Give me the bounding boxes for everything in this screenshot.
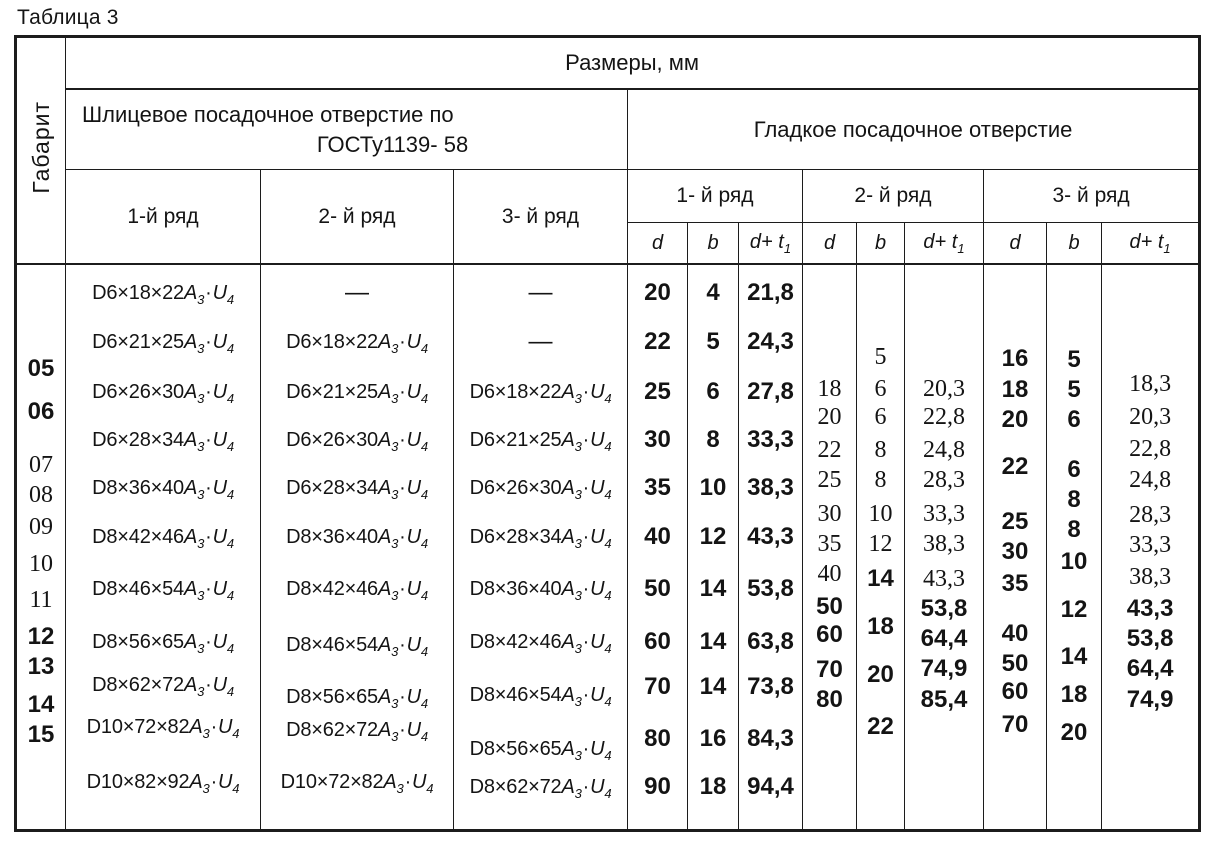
spline-col-3 [454, 264, 628, 831]
dimension-value: 85,4 [920, 686, 968, 713]
gabarit-column [16, 264, 66, 831]
spline-designation: $D6\times 28\times 34A_3\cdot U_4$ [469, 526, 612, 551]
dimension-value: 30 [1001, 538, 1029, 565]
col-d-1: d [628, 223, 688, 265]
dimension-value: 20,3 [923, 376, 965, 402]
header-plain-hole: Гладкое посадочное отверстие [628, 89, 1200, 170]
dimension-value: 53,8 [1126, 625, 1174, 652]
dimension-value: 74,9 [920, 655, 968, 682]
dimension-value: 80 [816, 686, 843, 713]
dimension-value: 73,8 [747, 673, 794, 700]
spline-row3-header: 3- й ряд [454, 170, 628, 265]
dimension-value: 43,3 [923, 566, 965, 592]
dimension-value: 5 [1067, 346, 1081, 373]
dimension-value: 70 [644, 673, 671, 700]
plain2-b-column [857, 264, 905, 831]
dimension-value: 5 [874, 344, 887, 370]
dimension-value: 35 [1001, 570, 1029, 597]
dimension-value: 24,8 [923, 437, 965, 463]
dimension-value: 14 [699, 673, 727, 700]
dimension-value: 16 [699, 725, 727, 752]
dimension-value: 40 [1001, 620, 1029, 647]
spline-designation: $D8\times 46\times 54A_3\cdot U_4$ [286, 634, 428, 659]
dimension-value: 16 [1001, 345, 1029, 372]
table-caption: Таблица 3 [17, 6, 119, 29]
spline-designation: $D10\times 72\times 82A_3\cdot U_4$ [86, 716, 240, 741]
dimension-value: 50 [644, 575, 671, 602]
spline-designation: $D6\times 18\times 22A_3\cdot U_4$ [92, 282, 234, 307]
gabarit-value: 06 [27, 398, 55, 425]
spline-designation: $D8\times 56\times 65A_3\cdot U_4$ [286, 686, 428, 711]
gabarit-value: 05 [27, 355, 55, 382]
spline-designation: $D8\times 42\times 46A_3\cdot U_4$ [92, 526, 234, 551]
dimension-value: 14 [699, 628, 727, 655]
dimension-value: 20 [1001, 406, 1029, 433]
dimension-value: 22 [644, 328, 671, 355]
plain1-d-column [628, 264, 688, 831]
spline-designation: $D8\times 36\times 40A_3\cdot U_4$ [469, 578, 612, 603]
dimension-value: 22 [1001, 453, 1029, 480]
plain1-dt-column [739, 264, 803, 831]
spline-designation: $D8\times 56\times 65A_3\cdot U_4$ [469, 738, 612, 763]
spline-designation: $D8\times 46\times 54A_3\cdot U_4$ [92, 578, 234, 603]
spline-designation: $D6\times 26\times 30A_3\cdot U_4$ [92, 381, 234, 406]
dimension-value: 43,3 [747, 523, 794, 550]
dimension-value: 8 [1067, 516, 1081, 543]
dimension-value: 22 [867, 713, 894, 740]
dimension-value: 70 [1001, 711, 1029, 738]
header-sizes-mm: Размеры, мм [66, 37, 1200, 90]
spline-header-line1: Шлицевое посадочное отверстие по [82, 101, 454, 127]
spline-designation: $D6\times 26\times 30A_3\cdot U_4$ [286, 429, 428, 454]
dimension-value: 30 [817, 501, 842, 527]
dimension-value: 20 [817, 404, 842, 430]
spline-designation: $D8\times 62\times 72A_3\cdot U_4$ [286, 719, 428, 744]
dash-placeholder: — [528, 328, 553, 355]
spline-designation: $D10\times 82\times 92A_3\cdot U_4$ [86, 771, 240, 796]
dimension-value: 38,3 [1129, 564, 1172, 590]
dimension-value: 25 [644, 378, 671, 405]
dimension-value: 10 [868, 501, 893, 527]
dimension-value: 10 [699, 474, 727, 501]
dimension-value: 20 [867, 661, 894, 688]
spline-header-line2: ГОСТу1139- 58 [316, 131, 469, 157]
dimension-value: 8 [874, 467, 887, 493]
dimension-value: 21,8 [747, 279, 794, 306]
gabarit-value: 13 [27, 653, 55, 680]
dimension-value: 33,3 [923, 501, 965, 527]
col-dt-2: $d+ t_1$ [905, 223, 984, 265]
dimension-value: 60 [1001, 678, 1029, 705]
spline-row2-header: 2- й ряд [261, 170, 454, 265]
spline-designation: $D6\times 18\times 22A_3\cdot U_4$ [469, 381, 612, 406]
dimension-value: 18 [867, 613, 894, 640]
dimension-value: 18 [699, 773, 727, 800]
table-body-row [16, 264, 1200, 831]
gabarit-value: 08 [29, 482, 53, 508]
plain3-dt-column [1102, 264, 1200, 831]
dimension-value: 70 [816, 656, 843, 683]
dimension-value: 94,4 [747, 773, 794, 800]
dimension-value: 18 [817, 376, 842, 402]
dimension-value: 74,9 [1126, 686, 1174, 713]
dimension-value: 10 [1060, 548, 1088, 575]
dimension-value: 22,8 [1129, 436, 1172, 462]
dimension-value: 63,8 [747, 628, 794, 655]
dimension-value: 12 [1060, 596, 1088, 623]
dimension-value: 25 [817, 467, 842, 493]
dimension-value: 5 [706, 328, 720, 355]
dimension-value: 80 [644, 725, 671, 752]
spline-designation: $D8\times 46\times 54A_3\cdot U_4$ [469, 684, 612, 709]
spline-designation: $D8\times 42\times 46A_3\cdot U_4$ [286, 578, 428, 603]
spline-designation: $D8\times 36\times 40A_3\cdot U_4$ [92, 477, 234, 502]
dimension-value: 18 [1060, 681, 1088, 708]
dimension-value: 8 [1067, 486, 1081, 513]
dimension-value: 6 [1067, 456, 1081, 483]
dimension-value: 90 [644, 773, 671, 800]
dimension-value: 14 [699, 575, 727, 602]
dimension-value: 40 [644, 523, 671, 550]
plain-row1-header: 1- й ряд [628, 170, 803, 223]
plain-row2-header: 2- й ряд [803, 170, 984, 223]
gabarit-label: Габарит [27, 101, 54, 194]
dimension-value: 30 [644, 426, 671, 453]
dimension-value: 6 [874, 404, 887, 430]
dimension-value: 84,3 [747, 725, 794, 752]
dimension-value: 20,3 [1129, 404, 1172, 430]
col-b-1: b [688, 223, 739, 265]
col-d-2: d [803, 223, 857, 265]
spline-designation: $D8\times 62\times 72A_3\cdot U_4$ [469, 776, 612, 801]
dimension-value: 35 [817, 531, 842, 557]
dimension-value: 53,8 [747, 575, 794, 602]
spline-designation: $D6\times 28\times 34A_3\cdot U_4$ [92, 429, 234, 454]
spline-designation: $D6\times 21\times 25A_3\cdot U_4$ [286, 381, 428, 406]
spline-col-2 [261, 264, 454, 831]
dimension-value: 22 [817, 437, 842, 463]
col-d-3: d [984, 223, 1047, 265]
dimension-value: 50 [1001, 650, 1029, 677]
dimension-value: 64,4 [1126, 655, 1174, 682]
dimension-value: 6 [706, 378, 720, 405]
spline-designation: $D8\times 36\times 40A_3\cdot U_4$ [286, 526, 428, 551]
spline-col-1 [66, 264, 261, 831]
dimension-value: 22,8 [923, 404, 965, 430]
dimension-value: 8 [874, 437, 887, 463]
dimension-value: 38,3 [923, 531, 965, 557]
dimension-value: 5 [1067, 376, 1081, 403]
corner-header-gabarit [16, 37, 66, 265]
dimension-value: 4 [706, 279, 720, 306]
spline-designation: $D6\times 28\times 34A_3\cdot U_4$ [286, 477, 428, 502]
dimension-value: 28,3 [1129, 502, 1172, 528]
spline-designation: $D6\times 21\times 25A_3\cdot U_4$ [469, 429, 612, 454]
spline-designation: $D6\times 21\times 25A_3\cdot U_4$ [92, 331, 234, 356]
gabarit-value: 12 [27, 623, 55, 650]
plain-row3-header: 3- й ряд [984, 170, 1200, 223]
dimension-value: 43,3 [1126, 595, 1174, 622]
spline-row1-header: 1-й ряд [66, 170, 261, 265]
dash-placeholder: — [345, 279, 369, 306]
dimension-value: 27,8 [747, 378, 794, 405]
gabarit-value: 09 [29, 514, 53, 540]
plain1-b-column [688, 264, 739, 831]
dimension-value: 12 [868, 531, 893, 557]
dimension-value: 60 [644, 628, 671, 655]
dimension-value: 24,3 [747, 328, 794, 355]
dimension-value: 28,3 [923, 467, 965, 493]
dimension-value: 33,3 [1129, 532, 1172, 558]
dimension-value: 50 [816, 593, 843, 620]
dimension-value: 25 [1001, 508, 1029, 535]
col-dt-3: $d+ t_1$ [1102, 223, 1200, 265]
dimension-value: 8 [706, 426, 720, 453]
plain3-d-column [984, 264, 1047, 831]
col-b-2: b [857, 223, 905, 265]
plain3-b-column [1047, 264, 1102, 831]
dimension-value: 60 [816, 621, 843, 648]
dimension-value: 14 [867, 565, 894, 592]
spline-designation: $D6\times 26\times 30A_3\cdot U_4$ [469, 477, 612, 502]
dimension-value: 14 [1060, 643, 1088, 670]
gabarit-value: 10 [29, 551, 53, 577]
dimension-value: 20 [644, 279, 671, 306]
dimension-value: 38,3 [747, 474, 794, 501]
spline-designation: $D10\times 72\times 82A_3\cdot U_4$ [280, 771, 434, 796]
dimension-value: 20 [1060, 719, 1088, 746]
gabarit-value: 07 [29, 452, 53, 478]
dimension-value: 33,3 [747, 426, 794, 453]
gabarit-value: 15 [27, 721, 55, 748]
spline-designation: $D8\times 62\times 72A_3\cdot U_4$ [92, 674, 234, 699]
dimension-value: 18,3 [1129, 371, 1172, 397]
gabarit-value: 14 [27, 691, 55, 718]
col-b-3: b [1047, 223, 1102, 265]
dimension-value: 6 [874, 376, 887, 402]
dimension-value: 6 [1067, 406, 1081, 433]
dash-placeholder: — [528, 279, 553, 306]
dimension-value: 35 [644, 474, 671, 501]
dimensions-table [14, 35, 1201, 832]
dimension-value: 40 [817, 561, 842, 587]
dimension-value: 53,8 [920, 595, 968, 622]
plain2-d-column [803, 264, 857, 831]
plain2-dt-column [905, 264, 984, 831]
dimension-value: 24,8 [1129, 467, 1172, 493]
gabarit-value: 11 [29, 587, 53, 613]
spline-designation: $D8\times 56\times 65A_3\cdot U_4$ [92, 631, 234, 656]
header-spline-hole [66, 89, 628, 170]
col-dt-1: $d+ t_1$ [739, 223, 803, 265]
dimension-value: 18 [1001, 376, 1029, 403]
spline-designation: $D6\times 18\times 22A_3\cdot U_4$ [286, 331, 428, 356]
spline-designation: $D8\times 42\times 46A_3\cdot U_4$ [469, 631, 612, 656]
dimension-value: 12 [699, 523, 727, 550]
dimension-value: 64,4 [920, 625, 968, 652]
